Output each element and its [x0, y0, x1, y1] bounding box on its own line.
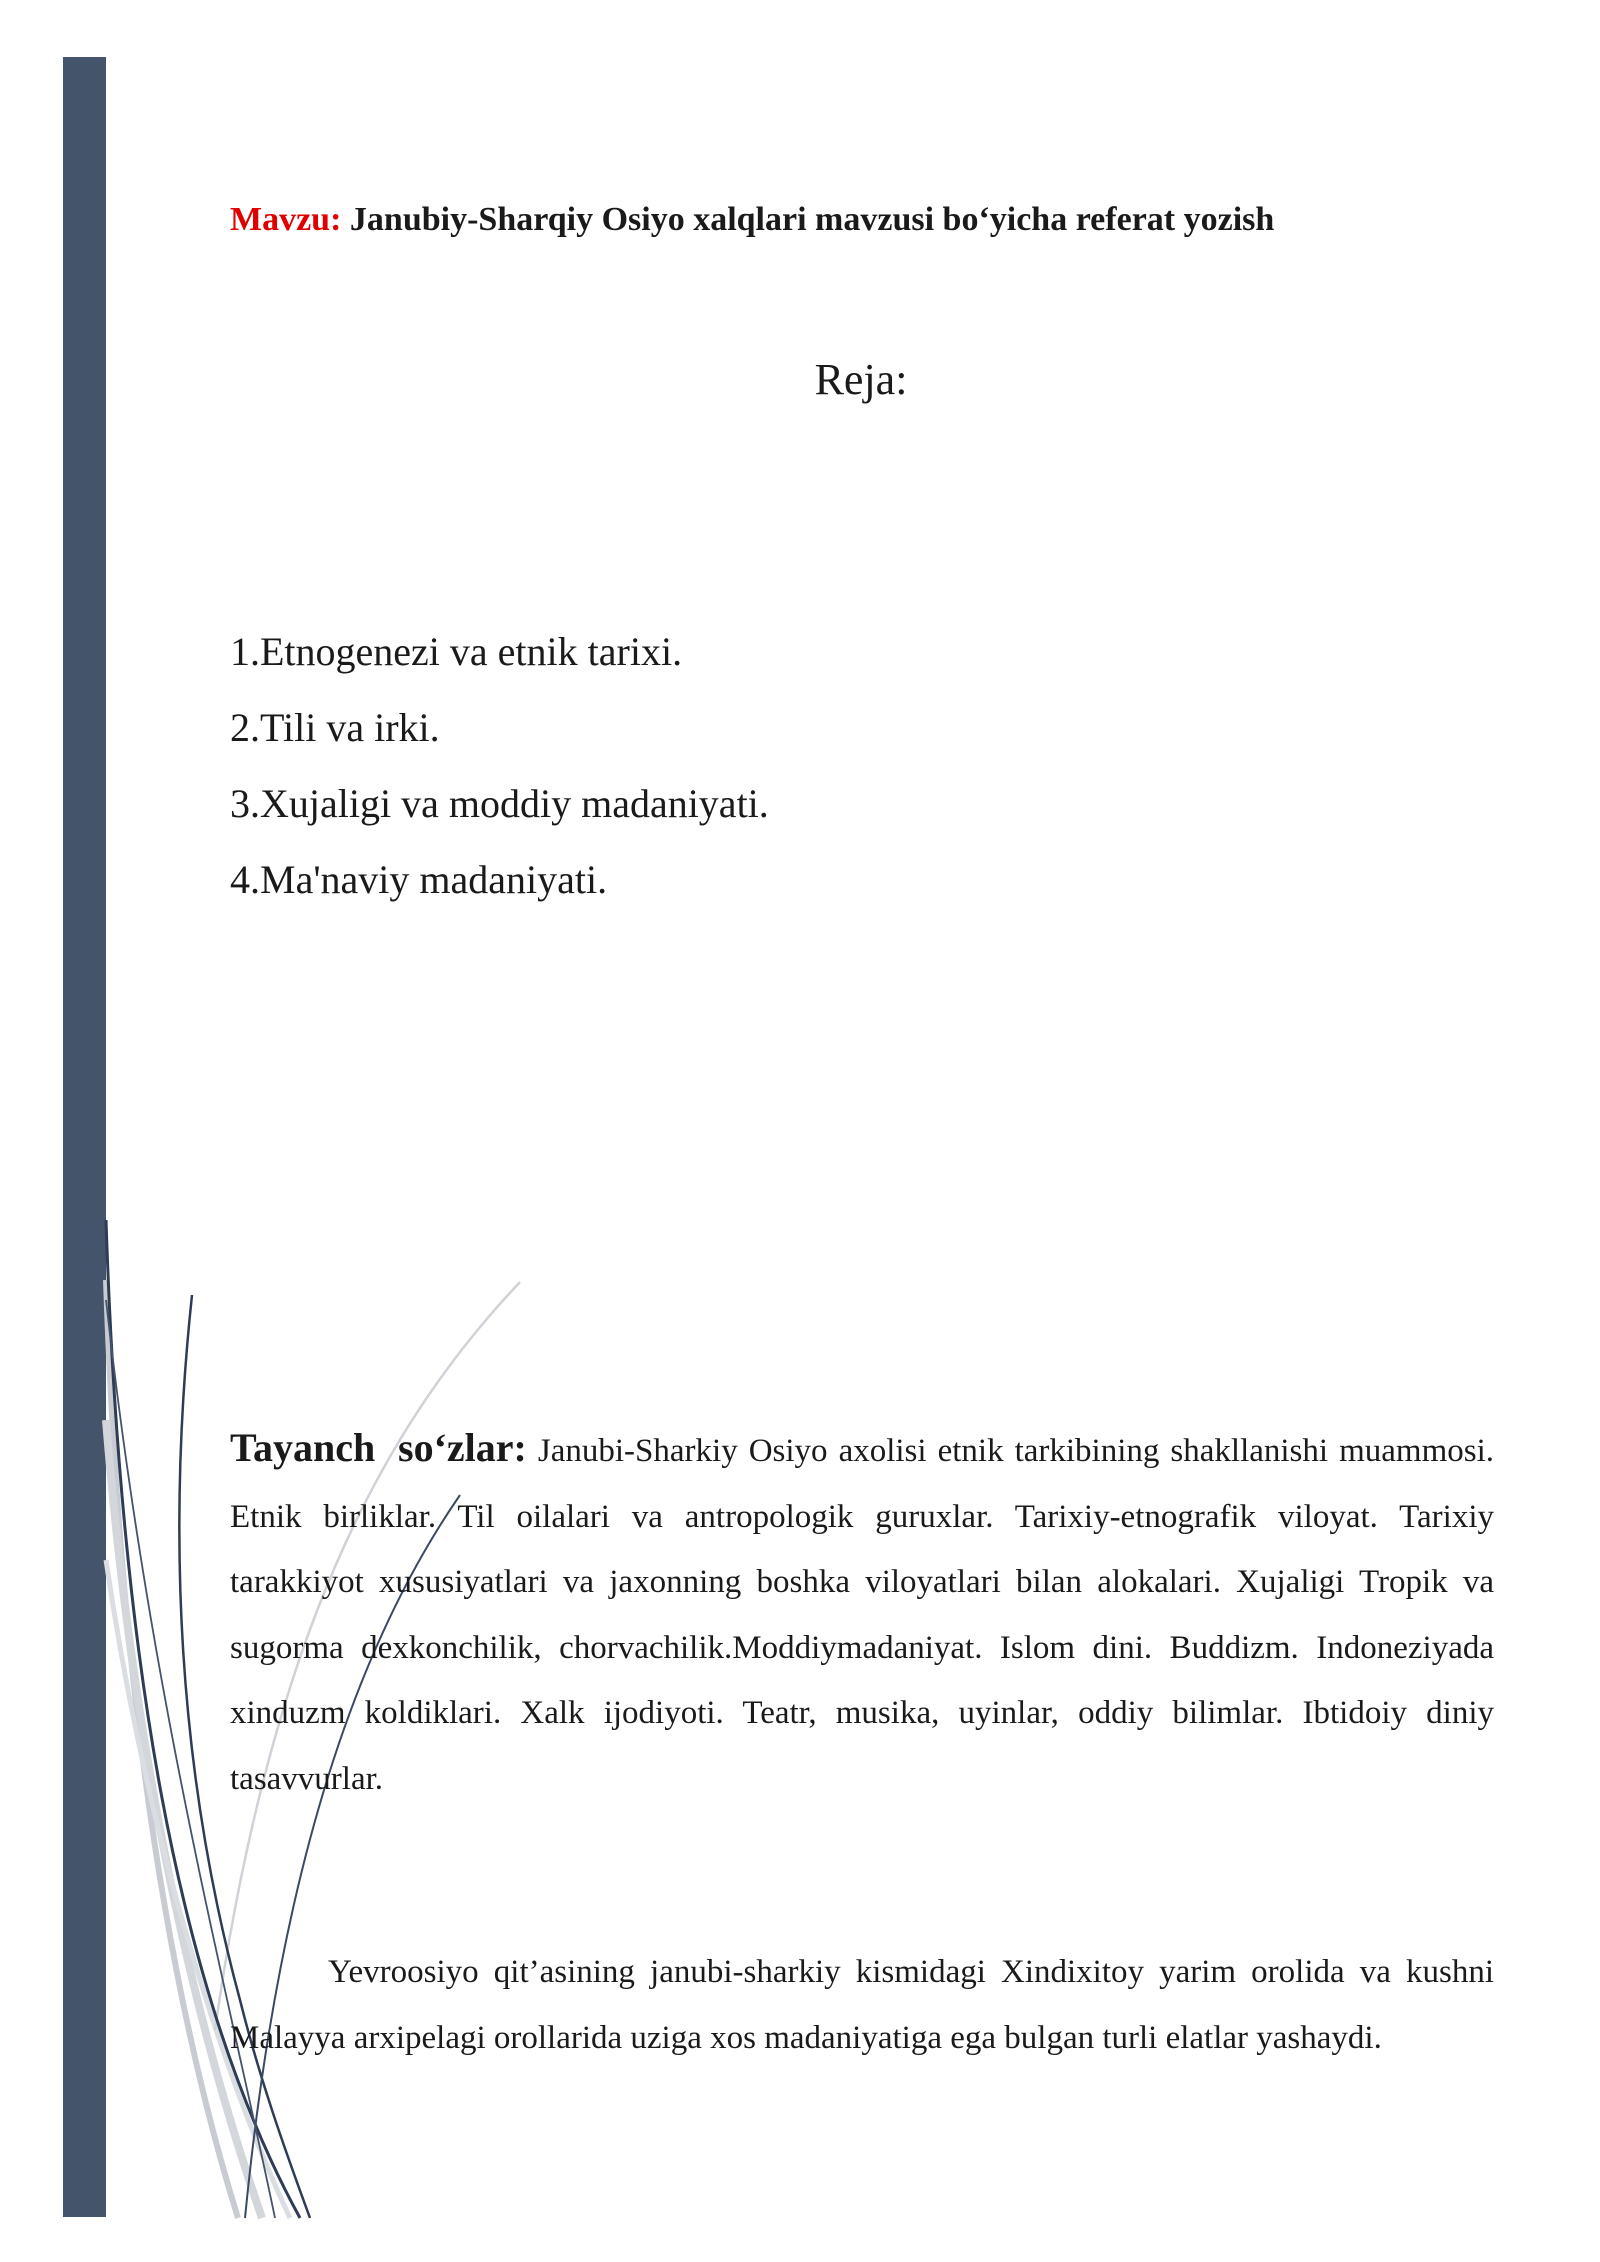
plan-item: 2.Tili va irki. — [230, 705, 440, 750]
plan-item: 3.Xujaligi va moddiy madaniyati. — [230, 781, 769, 826]
keywords-text: Janubi-Sharkiy Osiyo axolisi etnik tarkibining shakllanishi muammosi. Etnik birliklar. Til oilalari va antropologik guruxlar. Tarixiy-etnografik viloyat. Tarixiy tarakkiyot xususiyatlari va jaxonning boshka viloyatlari bilan alokalari. Xujaligi Tropik va sugorma dexkonchilik, chorvachilik.Moddiymadaniyat. Islom dini. Buddizm. Indoneziyada xinduzm koldiklari. Xalk ijodiyoti. Teatr, musika, uyinlar, oddiy bilimlar. Ibtidoiy diniy tasavvurlar. — [230, 1433, 1494, 1797]
keywords-paragraph — [230, 1415, 1494, 1812]
plan-list — [230, 614, 769, 918]
keywords-label: Tayanch so‘zlar: — [230, 1425, 527, 1470]
topic-heading — [230, 196, 1490, 244]
intro-paragraph: Yevroosiyo qit’asining janubi-sharkiy kismidagi Xindixitoy yarim orolida va kushni Malayya arxipelagi orollarida uziga xos madaniyatiga ega bulgan turli elatlar yashaydi. — [230, 1954, 1494, 2056]
plan-item: 1.Etnogenezi va etnik tarixi. — [230, 629, 683, 674]
topic-label: Mavzu: — [230, 201, 342, 238]
plan-title: Reja: — [814, 355, 908, 404]
plan-item: 4.Ma'naviy madaniyati. — [230, 857, 608, 902]
swirl-line-light-1 — [106, 1280, 238, 2218]
topic-text: Janubiy-Sharqiy Osiyo xalqlari mavzusi bo‘yicha referat yozish — [349, 201, 1275, 238]
